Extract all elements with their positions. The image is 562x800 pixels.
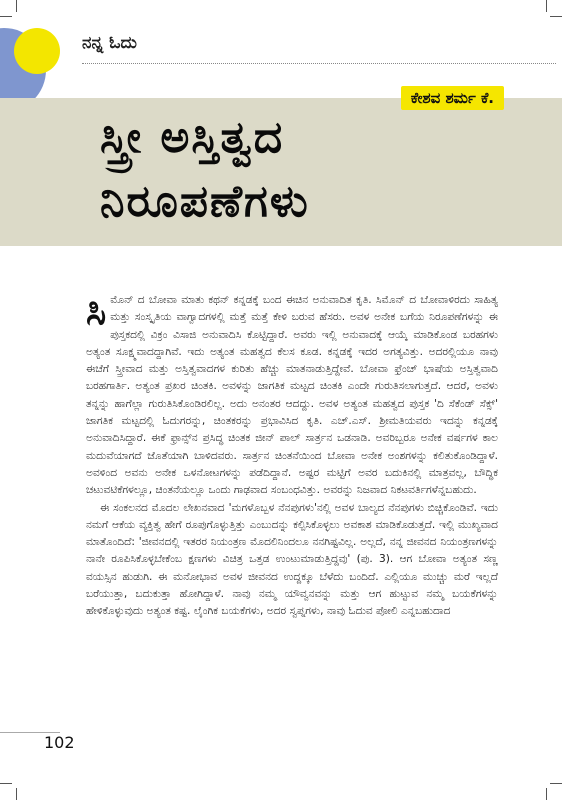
dotted-divider (82, 63, 556, 64)
article-title-line-2: ನಿರೂಪಣೆಗಳು (100, 176, 310, 227)
author-tag: ಕೇಶವ ಶರ್ಮ ಕೆ. (401, 86, 504, 110)
crop-mark (546, 788, 547, 800)
crop-mark (16, 0, 17, 12)
paragraph-1 (86, 289, 498, 500)
crop-mark (550, 16, 562, 17)
crop-mark (0, 16, 12, 17)
page-number: 102 (44, 733, 75, 752)
crop-mark (0, 783, 12, 784)
article-title-line-1: ಸ್ತ್ರೀ ಅಸ್ತಿತ್ವದ (100, 112, 285, 163)
paragraph-1-text: ಮೊನ್ ದ ಬೋವಾ ಮಾತು ಕಥನ್ ಕನ್ನಡಕ್ಕೆ ಬಂದ ಈಚಿನ ಅನುವಾದಿತ ಕೃತಿ. ಸಿಮೊನ್ ದ ಬೋವಾಳಿರದು ಸಾಹಿತ್ಯ ಮತ್ತು ಸಂಸ್ಕೃತಿಯ ವಾಗ್ವಾದಗಳಲ್ಲಿ ಮತ್ತೆ ಮತ್ತೆ ಕೇಳಿ ಬರುವ ಹೆಸರು. ಅವಳ ಅನೇಕ ಬಗೆಯ ನಿರೂಪಣೆಗಳನ್ನು ಈ ಪುಸ್ತಕದಲ್ಲಿ ವಿಕ್ರಂ ವಿಸಾಜಿ ಅನುವಾದಿಸಿ ಕೊಟ್ಟಿದ್ದಾರೆ. ಅವರು ಇಲ್ಲಿ ಅನುವಾದಕ್ಕೆ ಆಯ್ಕೆ ಮಾಡಿಕೊಂಡ ಬರಹಗಳು ಅತ್ಯಂತ ಸೂಕ್ಷ್ಮವಾದದ್ದಾಗಿವೆ. ಇದು ಅತ್ಯಂತ ಮಹತ್ವದ ಕೆಲಸ ಕೂಡ. ಕನ್ನಡಕ್ಕೆ ಇದರ ಅಗತ್ಯವಿತ್ತು. ಅದರಲ್ಲಿಯೂ ನಾವು ಈಚೆಗೆ ಸ್ತ್ರೀವಾದ ಮತ್ತು ಅಸ್ತಿತ್ವವಾದಗಳ ಕುರಿತು ಹೆಚ್ಚು ಮಾತನಾಡುತ್ತಿದ್ದೇವೆ. ಬೋವಾ ಫ್ರೆಂಚ್ ಭಾಷೆಯ ಅಸ್ತಿತ್ವವಾದಿ ಬರಹಗಾರ್ತಿ. ಅತ್ಯಂತ ಪ್ರಖರ ಚಿಂತಕಿ. ಅವಳನ್ನು ಜಾಗತಿಕ ಮಟ್ಟದ ಚಿಂತಕಿ ಎಂದೇ ಗುರುತಿಸಲಾಗುತ್ತದೆ. ಆದರೆ, ಅವಳು ತನ್ನನ್ನು ಹಾಗೆಲ್ಲಾ ಗುರುತಿಸಿಕೊಂಡಿರಲಿಲ್ಲ. ಅದು ಅನಂತರ ಆದದ್ದು. ಅವಳ ಅತ್ಯಂತ ಮಹತ್ವದ ಪುಸ್ತಕ 'ದಿ ಸೆಕೆಂಡ್ ಸೆಕ್ಸ್' ಜಾಗತಿಕ ಮಟ್ಟದಲ್ಲಿ ಓದುಗರನ್ನು, ಚಿಂತಕರನ್ನು ಪ್ರಭಾವಿಸಿದ ಕೃತಿ. ಎಚ್.ಎಸ್. ಶ್ರೀಮತಿಯವರು ಇದನ್ನು ಕನ್ನಡಕ್ಕೆ ಅನುವಾದಿಸಿದ್ದಾರೆ. ಈಕೆ ಫ್ರಾನ್ಸ್‌ನ ಪ್ರಸಿದ್ಧ ಚಿಂತಕ ಜೀನ್ ಪಾಲ್ ಸಾರ್ತ್ರನ ಒಡನಾಡಿ. ಅವರಿಬ್ಬರೂ ಅನೇಕ ವರ್ಷಗಳ ಕಾಲ ಮದುವೆಯಾಗದೆ ಜೊತೆಯಾಗಿ ಬಾಳಿದವರು. ಸಾರ್ತ್ರನ ಚಿಂತನೆಯಿಂದ ಬೋವಾ ಅನೇಕ ಅಂಶಗಳನ್ನು ಕಲಿತುಕೊಂಡಿದ್ದಾಳೆ. ಅವಳಿಂದ ಅವನು ಅನೇಕ ಒಳನೋಟಗಳನ್ನು ಪಡೆದಿದ್ದಾನೆ. ಅಷ್ಟರ ಮಟ್ಟಿಗೆ ಅವರ ಬದುಕಿನಲ್ಲಿ ಮಾತ್ರವಲ್ಲ, ಬೌದ್ಧಿಕ ಚಟುವಟಿಕೆಗಳಲ್ಲೂ, ಚಿಂತನೆಯಲ್ಲೂ ಒಂದು ಗಾಢವಾದ ಸಂಬಂಧವಿತ್ತು. ಅವರನ್ನು ನಿಜವಾದ ನಿಕಟವರ್ತಿಗಳೆನ್ನಬಹುದು. (86, 294, 498, 497)
decorative-yellow-circle (14, 28, 60, 74)
section-label: ನನ್ನ ಓದು (82, 33, 137, 53)
crop-mark (550, 783, 562, 784)
crop-mark (546, 0, 547, 12)
paragraph-2: ಈ ಸಂಕಲನದ ಮೊದಲ ಲೇಖನವಾದ 'ಮಗಳೊಬ್ಬಳ ನೆನಪುಗಳು'ನಲ್ಲಿ ಅವಳ ಬಾಲ್ಯದ ನೆನಪುಗಳು ಬಿಚ್ಚಿಕೊಂಡಿವೆ. ಇದು ನಮಗೆ ಆಕೆಯ ವ್ಯಕ್ತಿತ್ವ ಹೇಗೆ ರೂಪುಗೊಳ್ಳುತ್ತಿತ್ತು ಎಂಬುದನ್ನು ಕಲ್ಪಿಸಿಕೊಳ್ಳಲು ಅವಕಾಶ ಮಾಡಿಕೊಡುತ್ತದೆ. ಇಲ್ಲಿ ಮುಖ್ಯವಾದ ಮಾತೊಂದಿದೆ: 'ಜೀವನದಲ್ಲಿ ಇತರರ ನಿಯಂತ್ರಣ ಮೊದಲಿನಿಂದಲೂ ನನಗಿಷ್ಟವಿಲ್ಲ. ಅಲ್ಲದೆ, ನನ್ನ ಜೀವನದ ನಿಯಂತ್ರಣಗಳನ್ನು ನಾನೇ ರೂಪಿಸಿಕೊಳ್ಳಬೇಕೆಂಬ ಕ್ಷಣಗಳು ವಿಚಿತ್ರ ಒತ್ತಡ ಉಂಟುಮಾಡುತ್ತಿದ್ದವು' (ಪು. 3). ಆಗ ಬೋವಾ ಅತ್ಯಂತ ಸಣ್ಣ ವಯಸ್ಸಿನ ಹುಡುಗಿ. ಈ ಮನೋಭಾವ ಅವಳ ಜೀವನದ ಉದ್ದಕ್ಕೂ ಬೆಳೆದು ಬಂದಿದೆ. ಎಲ್ಲಿಯೂ ಮುಚ್ಚು ಮರೆ ಇಲ್ಲದೆ ಬರೆಯುತ್ತಾ, ಬದುಕುತ್ತಾ ಹೋಗಿದ್ದಾಳೆ. ನಾವು ನಮ್ಮ ಯೌವ್ವನವನ್ನು ಮತ್ತು ಆಗ ಹುಟ್ಟುವ ನಮ್ಮ ಬಯಕೆಗಳನ್ನು ಹೇಳಿಕೊಳ್ಳುವುದು ಅತ್ಯಂತ ಕಷ್ಟ. ಲೈಂಗಿಕ ಬಯಕೆಗಳು, ಅದರ ಸ್ವಪ್ನಗಳು, ನಾವು ಓದುವ ಪೋಲಿ ಎನ್ನಬಹುದಾದ (86, 501, 498, 618)
drop-cap: ಸಿ (86, 289, 107, 333)
article-body (86, 289, 498, 621)
crop-mark (16, 788, 17, 800)
